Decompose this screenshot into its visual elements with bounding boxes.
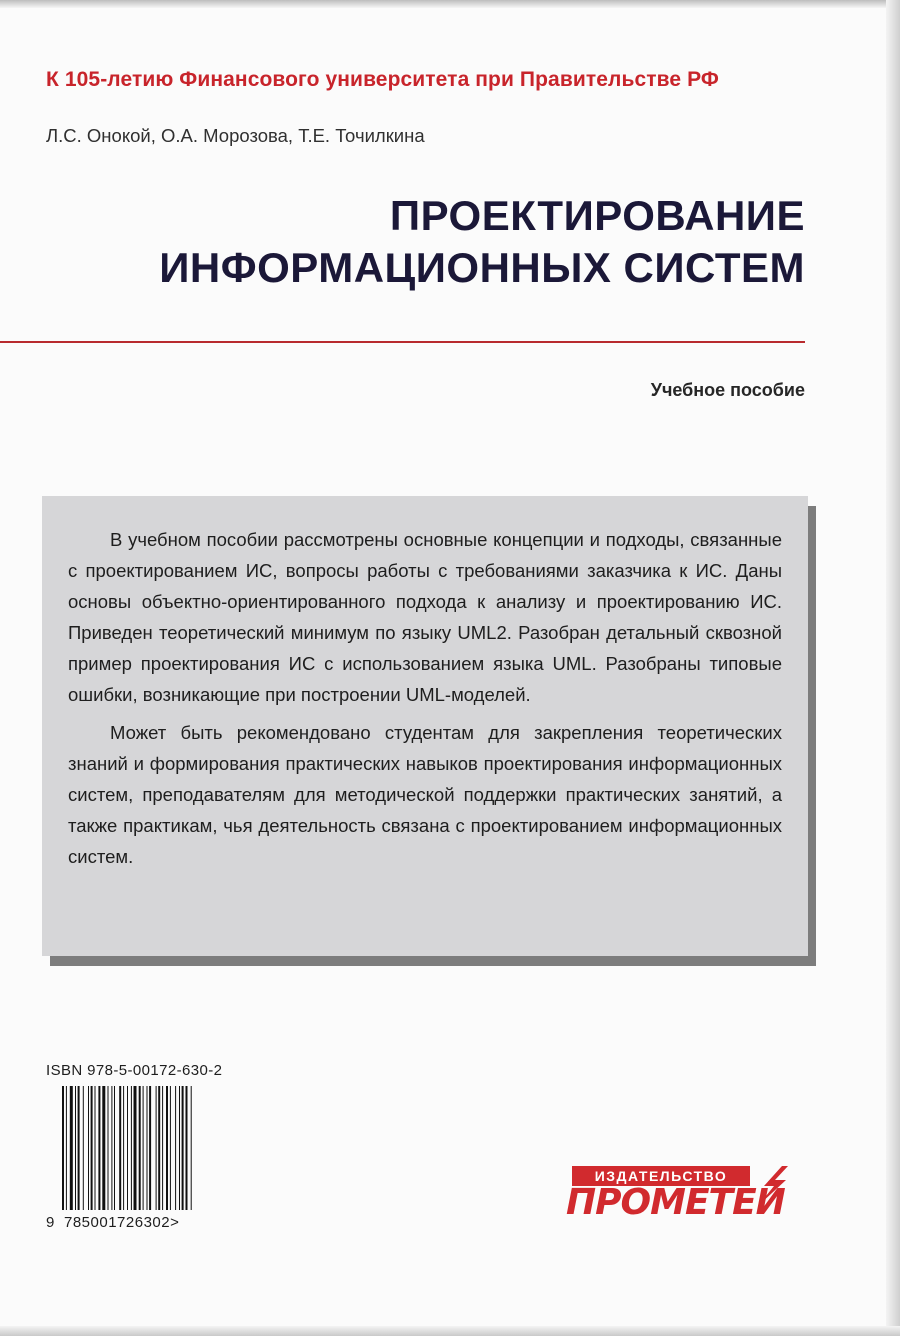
isbn-label: ISBN 978-5-00172-630-2 (46, 1062, 223, 1079)
barcode-digits (64, 1214, 179, 1231)
cover-right-edge (886, 0, 900, 1336)
barcode-first-digit: 9 (46, 1214, 55, 1231)
barcode-digits-text: 785001726302 (64, 1214, 171, 1231)
abstract-panel (42, 496, 808, 956)
red-divider (0, 341, 805, 343)
abstract-paragraph-1: В учебном пособии рассмотрены основные концепции и подходы, связанные с проектированием ИС, вопросы работы с требованиями заказчика к ИС. Даны основы объектно-ориентированного подхода к анализу и проектированию ИС. Приведен теоретический минимум по языку UML2. Разобран детальный сквозной пример проектирования ИС с использованием языка UML. Разобраны типовые ошибки, возникающие при построении UML-моделей. (68, 529, 782, 705)
publisher-logo-top: ИЗДАТЕЛЬСТВО (572, 1166, 750, 1186)
barcode-image (62, 1086, 238, 1210)
abstract-paragraph-2: Может быть рекомендовано студентам для закрепления теоретических знаний и формирования практических навыков проектирования информационных систем, преподавателям для методической поддержки практических занятий, а также практикам, чья деятельность связана с проектированием информационных систем. (68, 722, 782, 867)
cover-top-edge (0, 0, 900, 8)
book-subtitle: Учебное пособие (650, 380, 805, 400)
book-title-line-1: ПРОЕКТИРОВАНИЕ (389, 192, 805, 239)
lightning-bolt-icon (752, 1166, 792, 1206)
book-title (159, 190, 805, 294)
publisher-logo (562, 1166, 802, 1224)
publisher-logo-name: ПРОМЕТЕЙ (566, 1182, 785, 1223)
barcode-trailing-mark: > (170, 1214, 180, 1231)
authors-line: Л.С. Онокой, О.А. Морозова, Т.Е. Точилкина (46, 125, 425, 146)
cover-bottom-edge (0, 1326, 900, 1336)
anniversary-line: К 105-летию Финансового университета при Правительстве РФ (46, 68, 719, 91)
book-title-line-2: ИНФОРМАЦИОННЫХ СИСТЕМ (159, 244, 805, 291)
